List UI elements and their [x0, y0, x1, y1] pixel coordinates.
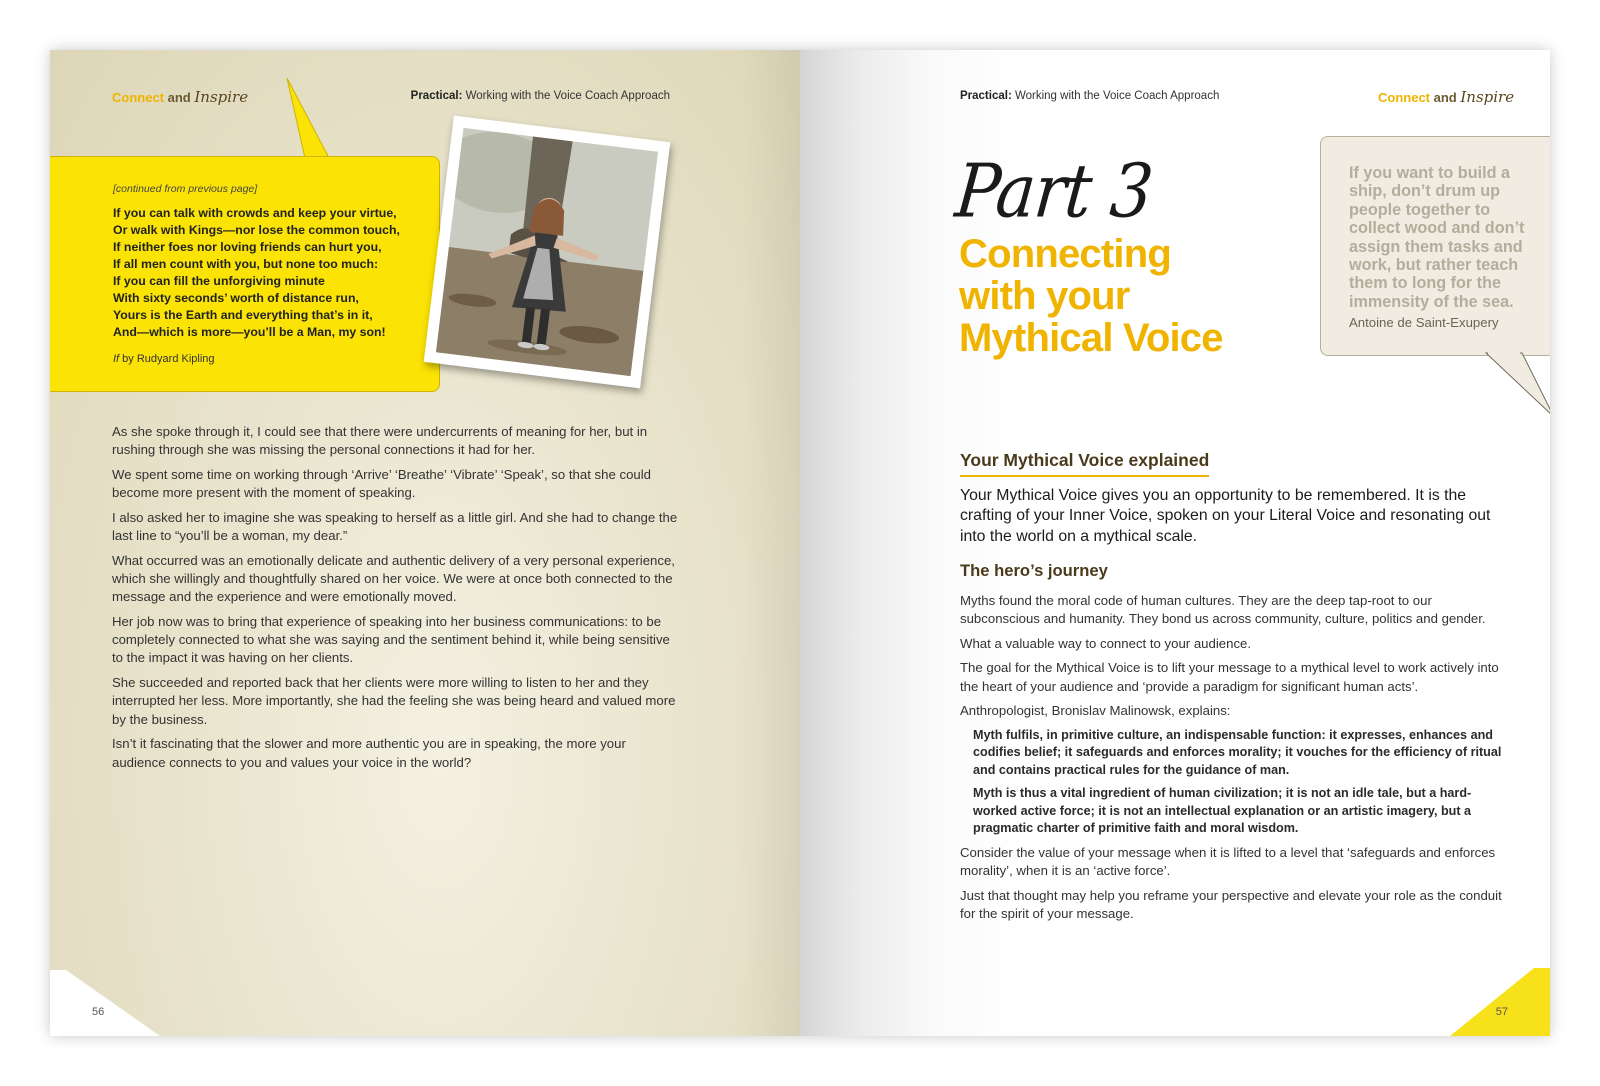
- paragraph: The goal for the Mythical Voice is to lift your message to a mythical level to work actively into the heart of your audience and ‘provide a paradigm for significant human acts’.: [960, 660, 1499, 694]
- speech-bubble-tail: [287, 78, 329, 158]
- brand-inspire: Inspire: [1460, 88, 1515, 106]
- brand-logo: [1378, 88, 1514, 106]
- poem-line: If all men count with you, but none too much:: [113, 257, 379, 271]
- poem-line: Or walk with Kings—nor lose the common touch,: [113, 223, 400, 237]
- chapter-title-line: Mythical Voice: [959, 316, 1223, 360]
- quote-bubble: [1320, 136, 1550, 356]
- brand-connect: Connect: [112, 90, 164, 105]
- lead-paragraph: Your Mythical Voice gives you an opportunity to be remembered. It is the crafting of your Inner Voice, spoken on your Literal Voice and resonating out into the world on a mythical scale.: [960, 487, 1491, 545]
- page-number: 57: [1495, 1006, 1508, 1018]
- poem-credit-title: If: [113, 353, 120, 365]
- running-head: [960, 90, 1219, 102]
- left-page: [50, 50, 800, 1036]
- paragraph: What a valuable way to connect to your audience.: [960, 635, 1252, 651]
- paragraph: Myths found the moral code of human cultures. They are the deep tap-root to our subconscious and humanity. They bond us across community, culture, politics and gender.: [960, 593, 1486, 627]
- speech-bubble-tail: [1486, 353, 1550, 423]
- brand-and: and: [1433, 90, 1457, 105]
- block-quote: Myth fulfils, in primitive culture, an indispensable function: it expresses, enhances and codifies belief; it safeguards and enforces morality; it vouches for the efficiency of ritual and contains practical rules for the guidance of man.: [973, 727, 1502, 777]
- paragraph: She succeeded and reported back that her clients were more willing to listen to her and they interrupted her less. More importantly, she had the feeling she was being heard and valued more by the business.: [112, 675, 676, 727]
- poem-bubble: [50, 156, 440, 392]
- brand-inspire: Inspire: [194, 88, 249, 106]
- paragraph: Just that thought may help you reframe your perspective and elevate your role as the conduit for the spirit of your message.: [960, 887, 1502, 921]
- right-page: [800, 50, 1550, 1036]
- paragraph: Consider the value of your message when it is lifted to a level that ‘safeguards and enforces morality’, when it is an ‘active force’.: [960, 845, 1496, 879]
- poem-credit: [113, 353, 421, 365]
- poem-line: If you can talk with crowds and keep your virtue,: [113, 206, 397, 220]
- section-heading: Your Mythical Voice explained: [960, 450, 1209, 477]
- running-head-label: Practical:: [410, 90, 463, 102]
- paragraph: I also asked her to imagine she was speaking to herself as a little girl. And she had to change the last line to “you’ll be a woman, my dear.”: [112, 509, 678, 544]
- part-label: Part 3: [951, 148, 1156, 235]
- poem-line: With sixty seconds’ worth of distance run,: [113, 291, 359, 305]
- chapter-title-line: with your: [959, 274, 1130, 318]
- right-body-text: [960, 592, 1512, 930]
- paragraph: Her job now was to bring that experience of speaking into her business communications: to be completely connected to what she was saying and the sentiment behind it, while being sensitive to the impact it was having on her clients.: [112, 613, 670, 666]
- paragraph: Anthropologist, Bronislav Malinowsk, explains:: [960, 703, 1231, 719]
- subheading: The hero’s journey: [960, 561, 1108, 580]
- block-quote: Myth is thus a vital ingredient of human civilization; it is not an idle tale, but a hard-worked active force; it is not an intellectual explanation or an artistic imagery, but a pragmatic charter of primitive faith and moral wisdom.: [973, 786, 1472, 836]
- photo-frame: [424, 116, 671, 389]
- paragraph: What occurred was an emotionally delicate and authentic delivery of a very personal experience, which she willingly and thoughtfully shared on her voice. We were at once both connected to the message and the experience and were emotionally moved.: [112, 552, 675, 605]
- paragraph: We spent some time on working through ‘Arrive’ ‘Breathe’ ‘Vibrate’ ‘Speak’, so that she could become more present with the moment of speaking.: [112, 466, 652, 501]
- left-body-text: [112, 423, 680, 778]
- page-number: 56: [92, 1006, 105, 1018]
- brand-logo: [112, 88, 248, 106]
- brand-connect: Connect: [1378, 90, 1430, 105]
- brand-and: and: [167, 90, 191, 105]
- book-spread: [50, 50, 1550, 1036]
- running-head-label: Practical:: [960, 90, 1012, 102]
- girl-photo: [436, 128, 658, 376]
- girl-illustration: [436, 128, 658, 376]
- poem-line: Yours is the Earth and everything that’s in it,: [113, 308, 373, 322]
- chapter-title-line: Connecting: [959, 232, 1171, 276]
- poem-line: If neither foes nor loving friends can hurt you,: [113, 240, 382, 254]
- running-head-text: Working with the Voice Coach Approach: [465, 90, 670, 102]
- chapter-title: [959, 233, 1223, 359]
- quote-author: Antoine de Saint-Exupery: [1349, 315, 1499, 331]
- poem-lines: [113, 205, 421, 341]
- poem-line: And—which is more—you’ll be a Man, my son!: [113, 325, 386, 339]
- poem-line: If you can fill the unforgiving minute: [113, 274, 325, 288]
- paragraph: Isn’t it fascinating that the slower and more authentic you are in speaking, the more your audience connects to you and values your voice in the world?: [112, 736, 626, 770]
- quote-text: If you want to build a ship, don’t drum up people together to collect wood and don’t assign them tasks and work, but rather teach them to long for the immensity of the sea.: [1349, 164, 1525, 311]
- page-corner-tab: [1450, 968, 1550, 1036]
- poem-continued-note: [continued from previous page]: [113, 183, 258, 195]
- page-corner-tab: [50, 970, 160, 1036]
- poem-credit-author: by Rudyard Kipling: [119, 353, 215, 365]
- running-head: [411, 90, 670, 102]
- running-head-text: Working with the Voice Coach Approach: [1014, 90, 1220, 102]
- paragraph: As she spoke through it, I could see that there were undercurrents of meaning for her, but in rushing through she was missing the personal connections it had for her.: [112, 424, 648, 458]
